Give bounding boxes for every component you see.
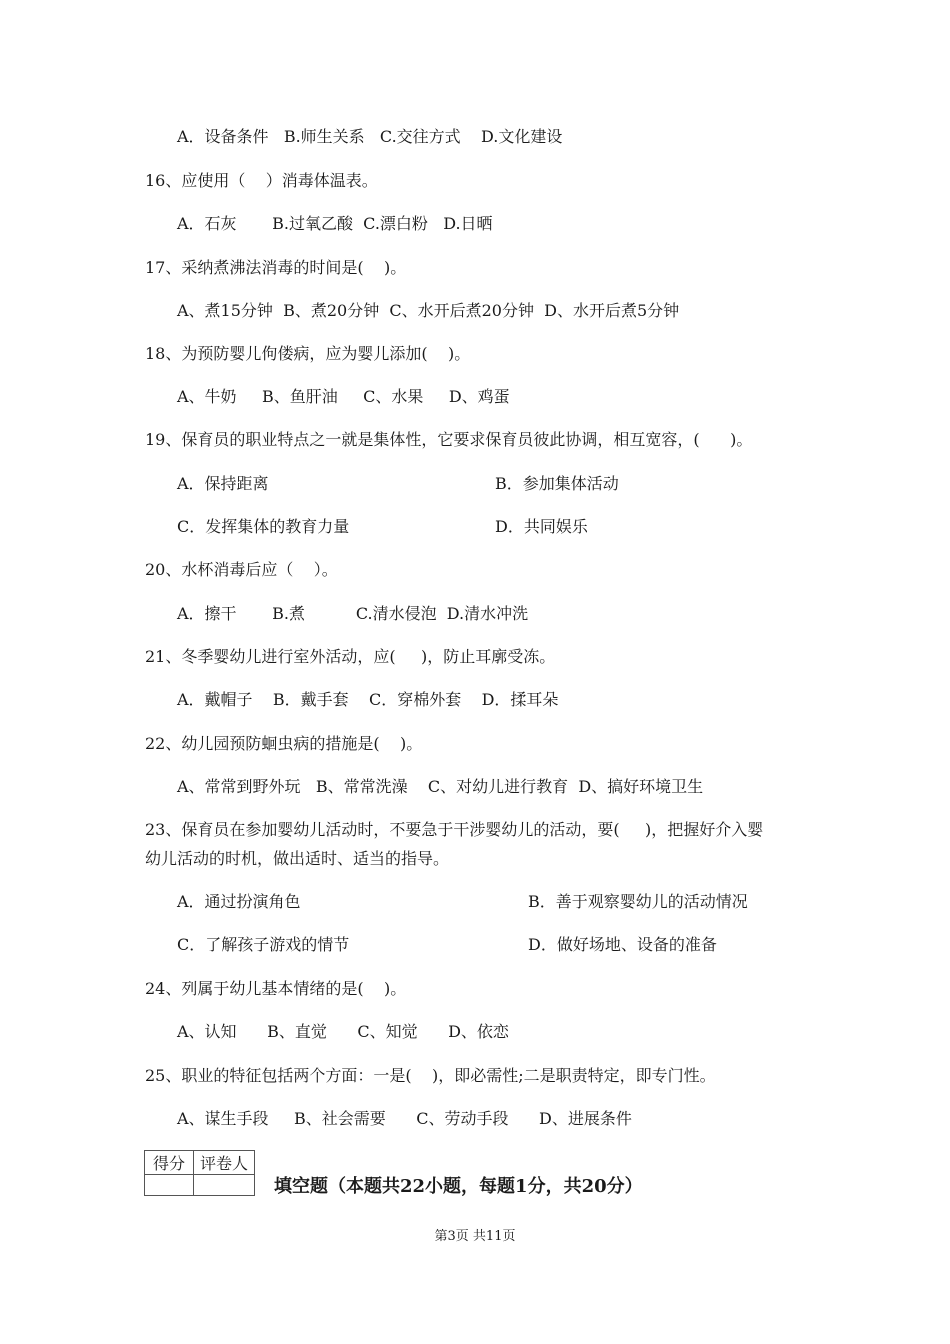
question-text: 17、采纳煮沸法消毒的时间是( )。 <box>145 258 407 277</box>
question-text: 19、保育员的职业特点之一就是集体性，它要求保育员彼此协调，相互宽容，( )。 <box>145 430 753 449</box>
question-text: 幼儿活动的时机，做出适时、适当的指导。 <box>145 849 450 868</box>
question-text: 24、列属于幼儿基本情绪的是( )。 <box>145 979 407 998</box>
option-text: D．共同娱乐 <box>495 517 588 536</box>
option-text: A、认知 B、直觉 C、知觉 D、依恋 <box>177 1022 509 1041</box>
question-text: 18、为预防婴儿佝偻病，应为婴儿添加( )。 <box>145 344 471 363</box>
question-text: 16、应使用（ ）消毒体温表。 <box>145 171 378 190</box>
option-text: D．做好场地、设备的准备 <box>528 935 717 954</box>
option-text: A．戴帽子 B．戴手套 C．穿棉外套 D．揉耳朵 <box>177 690 559 709</box>
option-text: A．擦干 B.煮 C.清水侵泡 D.清水冲洗 <box>177 604 529 623</box>
option-text: C．发挥集体的教育力量 <box>177 517 350 536</box>
score-header: 得分 <box>145 1151 194 1175</box>
question-text: 21、冬季婴幼儿进行室外活动，应( )，防止耳廓受冻。 <box>145 647 556 666</box>
option-text: A．保持距离 <box>177 474 269 493</box>
option-text: A、煮15分钟 B、煮20分钟 C、水开后煮20分钟 D、水开后煮5分钟 <box>177 301 680 320</box>
section-title: 填空题（本题共22小题，每题1分，共20分） <box>274 1176 643 1197</box>
grader-header: 评卷人 <box>194 1151 255 1175</box>
score-cell <box>145 1175 194 1196</box>
option-text: A、谋生手段 B、社会需要 C、劳动手段 D、进展条件 <box>177 1109 632 1128</box>
option-text: B．善于观察婴幼儿的活动情况 <box>528 892 748 911</box>
option-text: A．设备条件 B.师生关系 C.交往方式 D.文化建设 <box>177 127 563 146</box>
option-text: C．了解孩子游戏的情节 <box>177 935 350 954</box>
option-text: A．通过扮演角色 <box>177 892 301 911</box>
question-text: 25、职业的特征包括两个方面：一是( )，即必需性;二是职责特定，即专门性。 <box>145 1066 716 1085</box>
question-text: 23、保育员在参加婴幼儿活动时，不要急于干涉婴幼儿的活动，要( )，把握好介入婴 <box>145 820 764 839</box>
option-text: A．石灰 B.过氧乙酸 C.漂白粉 D.日晒 <box>177 214 493 233</box>
question-text: 22、幼儿园预防蛔虫病的措施是( )。 <box>145 734 423 753</box>
question-text: 20、水杯消毒后应（ ）。 <box>145 560 338 579</box>
option-text: B．参加集体活动 <box>495 474 619 493</box>
option-text: A、牛奶 B、鱼肝油 C、水果 D、鸡蛋 <box>177 387 510 406</box>
score-table <box>144 1150 255 1196</box>
option-text: A、常常到野外玩 B、常常洗澡 C、对幼儿进行教育 D、搞好环境卫生 <box>177 777 704 796</box>
grader-cell <box>194 1175 255 1196</box>
page-footer: 第3页 共11页 <box>434 1229 516 1244</box>
